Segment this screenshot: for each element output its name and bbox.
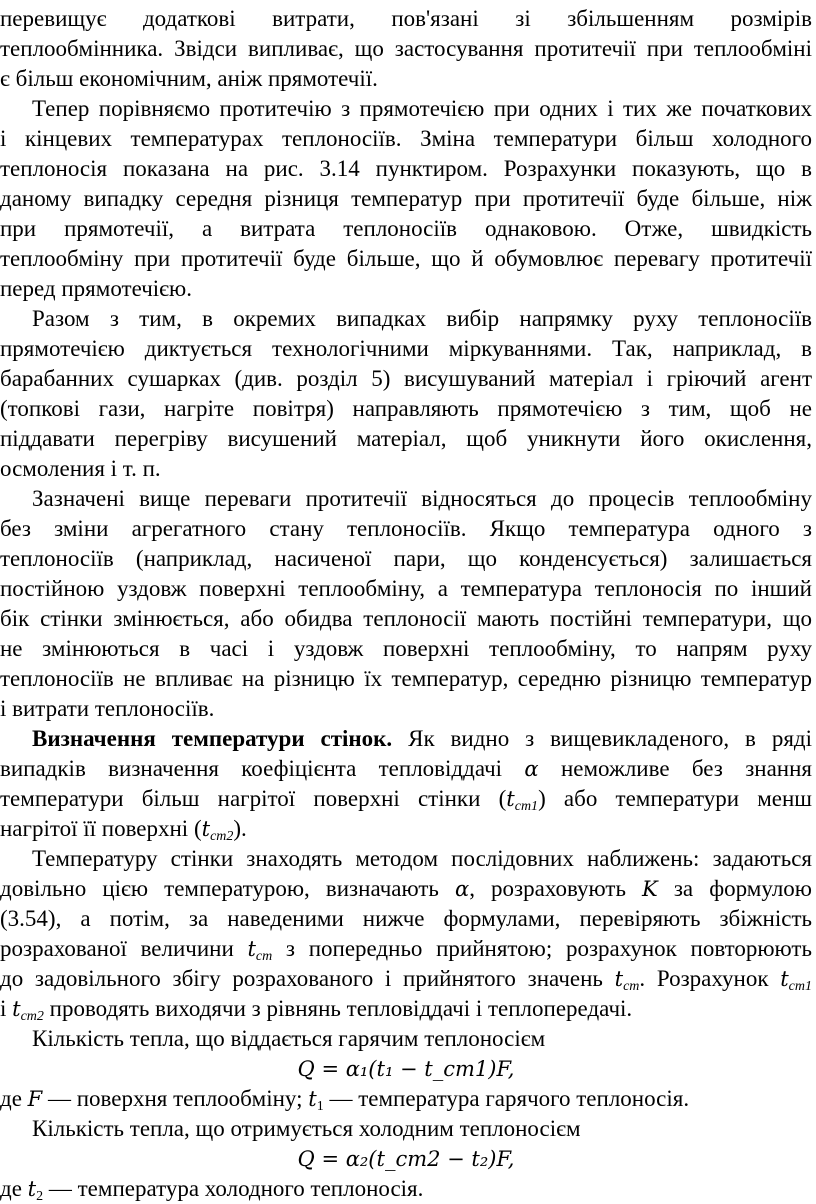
text-line: піддавати перегріву висушений матеріал, щоб уникнути його окислення,	[0, 426, 812, 451]
equation-1: Q = α₁(t₁ − t_cm1)F,	[297, 1057, 515, 1081]
text-line: без зміни агрегатного стану теплоносіїв. Якщо температура одного з	[0, 516, 812, 541]
text-line: барабанних сушарках (див. розділ 5) висушуваний матеріал і гріючий агент	[0, 366, 812, 391]
text-line: і витрати теплоносіїв.	[0, 696, 215, 721]
text-line: температури більш нагрітої поверхні стінки $(t_{cm1})$ або температури менш	[0, 786, 813, 814]
text-line: розрахованої величини $t_{cm}$ з попередньо прийнятою; розрахунок повторюють	[0, 936, 812, 964]
text-line: при прямотечії, а витрата теплоносіїв однаковою. Отже, швидкість	[0, 216, 812, 241]
text-line: і $t_{cm2}$ проводять виходячи з рівнянь тепловіддачі і теплопередачі.	[0, 996, 633, 1024]
text-line: теплоносія показана на рис. 3.14 пунктиром. Розрахунки показують, що в	[0, 156, 812, 181]
text-line: є більш економічним, аніж прямотечії.	[0, 66, 378, 91]
text-line: теплоносіїв не впливає на різницю їх температур, середню різницю температур	[0, 666, 812, 691]
text-line: не змінюються в часі і уздовж поверхні теплообміну, то напрям руху	[0, 636, 812, 661]
text-line: Визначення температури стінок. Як видно з вищевикладеного, в ряді	[32, 726, 812, 751]
text-line: постійною уздовж поверхні теплообміну, а температура теплоносія по інший	[0, 576, 812, 601]
text-line: осмоления і т. п.	[0, 456, 161, 481]
text-line: теплообміну при протитечії буде більше, що й обумовлює перевагу протитечії	[0, 246, 812, 271]
text-line: Кількість тепла, що віддається гарячим теплоносієм	[32, 1026, 546, 1051]
text-line: (топкові гази, нагріте повітря) направляють прямотечією з тим, щоб не	[0, 396, 812, 421]
text-line: і кінцевих температурах теплоносіїв. Зміна температури більш холодного	[0, 126, 812, 151]
text-line: перед прямотечією.	[0, 276, 192, 301]
text-line: теплоносіїв (наприклад, насиченої пари, що конденсується) залишається	[0, 546, 812, 571]
text-line: Разом з тим, в окремих випадках вибір напрямку руху теплоносіїв	[32, 306, 812, 331]
text-line: де $t_2$ — температура холодного теплоносія.	[0, 1176, 424, 1204]
text-line: довільно цією температурою, визначають α, розраховують K за формулою	[0, 876, 812, 901]
text-line: де F — поверхня теплообміну; $t_1$ — температура гарячого теплоносія.	[0, 1086, 690, 1114]
equation-2: Q = α₂(t_cm2 − t₂)F,	[297, 1147, 515, 1171]
text-line: теплообмінника. Звідси випливає, що застосування протитечії при теплообміні	[0, 36, 812, 61]
math-symbol: α	[524, 757, 539, 781]
section-heading: Визначення температури стінок.	[32, 726, 393, 751]
text-line: до задовільного збігу розрахованого і прийнятого значень $t_{cm}$. Розрахунок $t_{cm1}$	[0, 966, 812, 994]
text-line: даному випадку середня різниця температур при протитечії буде більше, ніж	[0, 186, 812, 211]
text-line: перевищує додаткові витрати, пов'язані зі збільшенням розмірів	[0, 6, 812, 31]
text-line: нагрітої її поверхні $(t_{cm2})$.	[0, 816, 247, 844]
text-line: Температуру стінки знаходять методом послідовних наближень: задаються	[32, 846, 812, 871]
text-line: Кількість тепла, що отримується холодним теплоносієм	[32, 1116, 581, 1141]
text-line: Тепер порівняємо протитечію з прямотечією при одних і тих же початкових	[32, 96, 812, 121]
text-line: (3.54), а потім, за наведеними нижче формулами, перевіряють збіжність	[0, 906, 812, 931]
text-line: випадків визначення коефіцієнта тепловіддачі α неможливе без знання	[0, 756, 812, 781]
text-line: прямотечією диктується технологічними міркуваннями. Так, наприклад, в	[0, 336, 812, 361]
text-line: Зазначені вище переваги протитечії відносяться до процесів теплообміну	[32, 486, 812, 511]
text-line: бік стінки змінюється, або обидва теплоносії мають постійні температури, що	[0, 606, 812, 631]
